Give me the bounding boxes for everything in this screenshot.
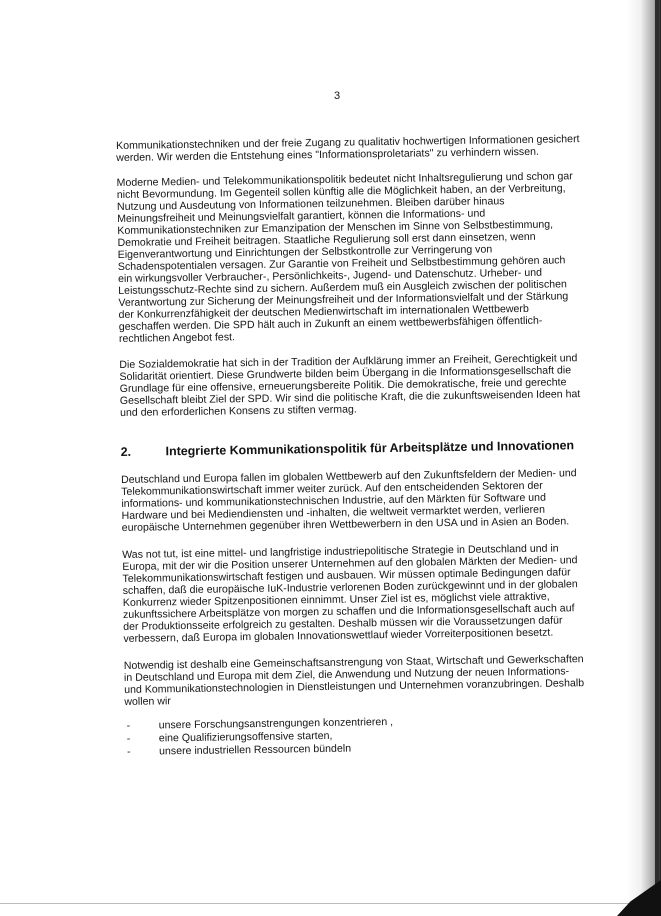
section-title: Integrierte Kommunikationspolitik für Arbeitsplätze und Innovationen: [165, 438, 575, 459]
scan-bottom-line: [0, 903, 661, 904]
section-number: 2.: [120, 444, 132, 459]
paragraph-global-competition: Deutschland und Europa fallen im globalen Wettbewerb auf den Zukunftsfeldern der Medien- und Telekommunikationswirtschaft immer weiter zurück. Auf den entscheidenden Sektoren der informations- und kommunikationstechnischen Industrie, auf den Märkten für Software und Hardware und bei Mediendiensten und -inhalten, die weltweit vermarktet werden, verlieren europäische Unternehmen gegenüber ihren Wettbewerbern in den USA und in Asien an Boden.: [120, 467, 577, 534]
list-dash: -: [126, 719, 131, 732]
list-item-text: unsere industriellen Ressourcen bündeln: [158, 742, 352, 758]
paragraph-information-access: Kommunikationstechniken und der freie Zugang zu qualitativ hochwertigen Informationen gesichert werden. Wir werden die Entstehung eines "Informationsproletariats" zu verhindern wissen.: [116, 133, 580, 164]
measures-list: [125, 713, 590, 758]
scan-edge-line: [655, 0, 659, 916]
paragraph-industrial-strategy: Was not tut, ist eine mittel- und langfristige industriepolitische Strategie in Deutschland und in Europa, mit der wir die Position unserer Unternehmen auf den globalen Märkten der Medien- und Telekommunikationswirtschaft festigen und ausbauen. Wir müssen optimale Bedingungen dafür schaffen, daß die europäische IuK-Industrie verlorenen Boden zurückgewinnt und in der globalen Konkurrenz wieder Spitzenpositionen einnimmt. Unser Ziel ist es, möglichst viele attraktive, zukunftssichere Arbeitsplätze von morgen zu schaffen und die Informationsgesellschaft auch auf der Produktionsseite erfolgreich zu gestalten. Deshalb müssen wir die Voraussetzungen dafür verbessern, daß Europa im globalen Innovationswettlauf wieder Vorreiterpositionen besetzt.: [122, 542, 578, 645]
list-dash: -: [126, 732, 131, 745]
paragraph-media-policy: Moderne Medien- und Telekommunikationspolitik bedeutet nicht Inhaltsregulierung und schon gar nicht Bevormundung. Im Gegenteil sollen künftig alle die Möglichkeit haben, an der Verbreitung, Nutzung und Ausdeutung von Informationen teilzunehmen. Bleiben darüber hinaus Meinungsfreiheit und Meinungsvielfalt garantiert, können die Informations- und Kommunikationstechniken zur Emanzipation der Menschen im Sinne von Selbstbestimmung, Demokratie und Freiheit beitragen. Staatliche Regulierung soll erst dann einsetzen, wenn Eigenverantwortung und Einrichtungen der Selbstkontrolle zur Verringerung von Schadenspotentialen versagen. Zur Garantie von Freiheit und Selbstbestimmung gehören auch ein wirkungsvoller Verbraucher-, Persönlichkeits-, Jugend- und Datenschutz. Urheber- und Leistungsschutz-Rechte sind zu sichern. Außerdem muß ein Ausgleich zwischen der politischen Verantwortung zur Sicherung der Meinungsfreiheit und der Informationsvielfalt und der Stärkung der Konkurrenzfähigkeit der deutschen Medienwirtschaft im internationalen Wettbewerb geschaffen werden. Die SPD hält auch in Zukunft an einem wettbewerbsfähigen öffentlich-rechtlichen Angebot fest.: [116, 170, 573, 345]
section-heading: [121, 438, 585, 460]
document-body: [116, 133, 589, 759]
paragraph-social-democracy: Die Sozialdemokratie hat sich in der Tradition der Aufklärung immer an Freiheit, Gerechtigkeit und Solidarität orientiert. Diese Grundwerte bilden beim Übergang in die Informationsgesellschaft die Grundlage für eine offensive, erneuerungsbereite Politik. Die demokratische, freie und gerechte Gesellschaft bleibt Ziel der SPD. Wir sind die politische Kraft, die die zukunftsweisenden Ideen hat und den erforderlichen Konsens zu stiften vermag.: [119, 352, 581, 419]
list-item-text: eine Qualifizierungsoffensive starten,: [158, 729, 333, 745]
list-dash: -: [126, 745, 131, 758]
paragraph-joint-effort: Notwendig ist deshalb eine Gemeinschaftsanstrengung von Staat, Wirtschaft und Gewerkschaften in Deutschland und Europa mit dem Ziel, die Anwendung und Nutzung der neuen Informations- und Kommunikationstechnologien in Dienstleistungen und Unternehmen voranzubringen. Deshalb wollen wir: [123, 653, 585, 708]
page-number: 3: [334, 90, 341, 102]
list-item-text: unsere Forschungsanstrengungen konzentrieren ,: [158, 715, 394, 732]
